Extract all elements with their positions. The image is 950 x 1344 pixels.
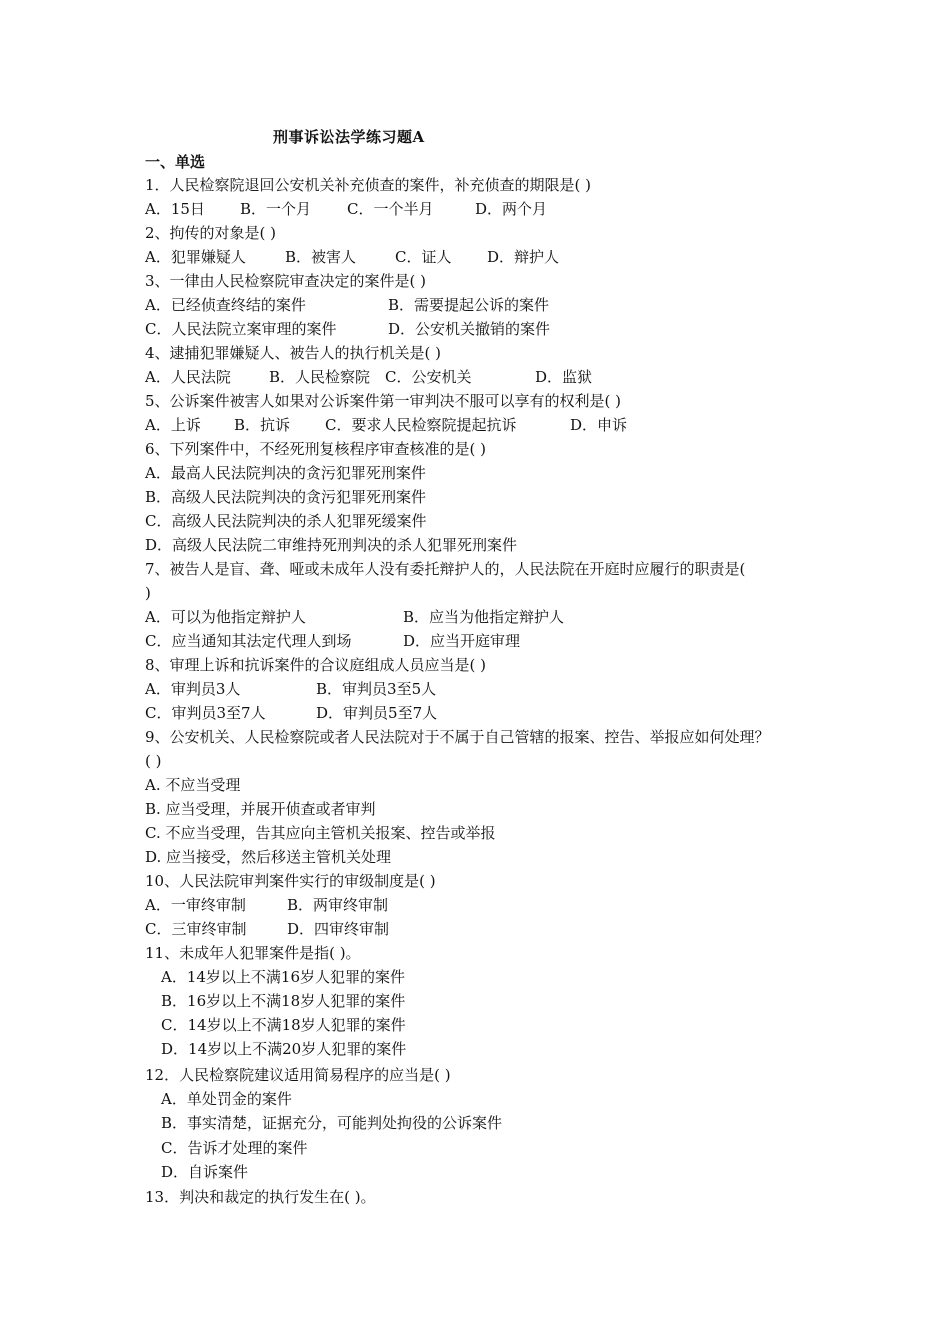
question-line: A. 不应当受理 <box>145 776 241 794</box>
answer-option: A．审判员3人 <box>145 680 241 698</box>
question-line: D. 应当接受，然后移送主管机关处理 <box>145 848 392 866</box>
answer-option: A．上诉 <box>145 416 201 434</box>
answer-option: C．公安机关 <box>385 368 472 386</box>
question-line: ) <box>145 584 151 602</box>
answer-option: B．人民检察院 <box>269 368 371 386</box>
answer-option: B．审判员3至5人 <box>316 680 437 698</box>
answer-option: B．被害人 <box>285 248 357 266</box>
answer-option: D．四审终审制 <box>287 920 390 938</box>
question-line: 10、人民法院审判案件实行的审级制度是( ) <box>145 872 436 890</box>
answer-option: C．证人 <box>395 248 452 266</box>
question-line: C．告诉才处理的案件 <box>161 1139 308 1157</box>
answer-option: A．一审终审制 <box>145 896 246 914</box>
answer-option: D．监狱 <box>535 368 593 386</box>
answer-option: B．两审终审制 <box>287 896 389 914</box>
question-line: A．最高人民法院判决的贪污犯罪死刑案件 <box>145 464 426 482</box>
question-line: 3、一律由人民检察院审查决定的案件是( ) <box>145 272 427 290</box>
question-line: C. 不应当受理，告其应向主管机关报案、控告或举报 <box>145 824 496 842</box>
question-line: ( ) <box>145 752 162 770</box>
question-line: A．14岁以上不满16岁人犯罪的案件 <box>161 968 406 986</box>
question-line: D．自诉案件 <box>161 1163 249 1181</box>
answer-option: B．需要提起公诉的案件 <box>388 296 550 314</box>
question-line: 8、审理上诉和抗诉案件的合议庭组成人员应当是( ) <box>145 656 487 674</box>
answer-option: C．要求人民检察院提起抗诉 <box>325 416 517 434</box>
question-line: C．高级人民法院判决的杀人犯罪死缓案件 <box>145 512 427 530</box>
question-line: C．14岁以上不满18岁人犯罪的案件 <box>161 1016 406 1034</box>
answer-option: A．可以为他指定辩护人 <box>145 608 306 626</box>
question-line: 11、未成年人犯罪案件是指( )。 <box>145 944 361 962</box>
question-line: B．事实清楚，证据充分，可能判处拘役的公诉案件 <box>161 1114 503 1132</box>
answer-option: B．一个月 <box>240 200 312 218</box>
answer-option: A．人民法院 <box>145 368 231 386</box>
answer-option: A．犯罪嫌疑人 <box>145 248 246 266</box>
question-line: D．14岁以上不满20岁人犯罪的案件 <box>161 1040 407 1058</box>
answer-option: C．应当通知其法定代理人到场 <box>145 632 352 650</box>
section-heading: 一、单选 <box>145 153 206 171</box>
answer-option: D．审判员5至7人 <box>316 704 438 722</box>
question-line: A．单处罚金的案件 <box>161 1090 292 1108</box>
answer-option: D．公安机关撤销的案件 <box>388 320 551 338</box>
answer-option: A．15日 <box>145 200 205 218</box>
answer-option: B．抗诉 <box>234 416 291 434</box>
answer-option: D．两个月 <box>475 200 548 218</box>
answer-option: C．审判员3至7人 <box>145 704 266 722</box>
answer-option: B．应当为他指定辩护人 <box>403 608 565 626</box>
question-line: D．高级人民法院二审维持死刑判决的杀人犯罪死刑案件 <box>145 536 518 554</box>
question-line: 7、被告人是盲、聋、哑或未成年人没有委托辩护人的，人民法院在开庭时应履行的职责是( <box>145 560 746 578</box>
question-line: B．16岁以上不满18岁人犯罪的案件 <box>161 992 406 1010</box>
question-line: 12．人民检察院建议适用简易程序的应当是( ) <box>145 1066 451 1084</box>
answer-option: D．申诉 <box>570 416 628 434</box>
question-line: 2、拘传的对象是( ) <box>145 224 277 242</box>
document-title: 刑事诉讼法学练习题A <box>273 128 425 146</box>
answer-option: C．三审终审制 <box>145 920 247 938</box>
answer-option: A．已经侦查终结的案件 <box>145 296 306 314</box>
question-line: 13．判决和裁定的执行发生在( )。 <box>145 1188 376 1206</box>
answer-option: C．人民法院立案审理的案件 <box>145 320 337 338</box>
question-line: B. 应当受理，并展开侦查或者审判 <box>145 800 376 818</box>
answer-option: D．应当开庭审理 <box>403 632 521 650</box>
question-line: 6、下列案件中，不经死刑复核程序审查核准的是( ) <box>145 440 487 458</box>
answer-option: D．辩护人 <box>487 248 560 266</box>
question-line: B．高级人民法院判决的贪污犯罪死刑案件 <box>145 488 427 506</box>
question-line: 1．人民检察院退回公安机关补充侦查的案件，补充侦查的期限是( ) <box>145 176 592 194</box>
answer-option: C．一个半月 <box>347 200 434 218</box>
question-line: 9、公安机关、人民检察院或者人民法院对于不属于自己管辖的报案、控告、举报应如何处理？ <box>145 728 770 746</box>
question-line: 5、公诉案件被害人如果对公诉案件第一审判决不服可以享有的权利是( ) <box>145 392 622 410</box>
question-line: 4、逮捕犯罪嫌疑人、被告人的执行机关是( ) <box>145 344 442 362</box>
